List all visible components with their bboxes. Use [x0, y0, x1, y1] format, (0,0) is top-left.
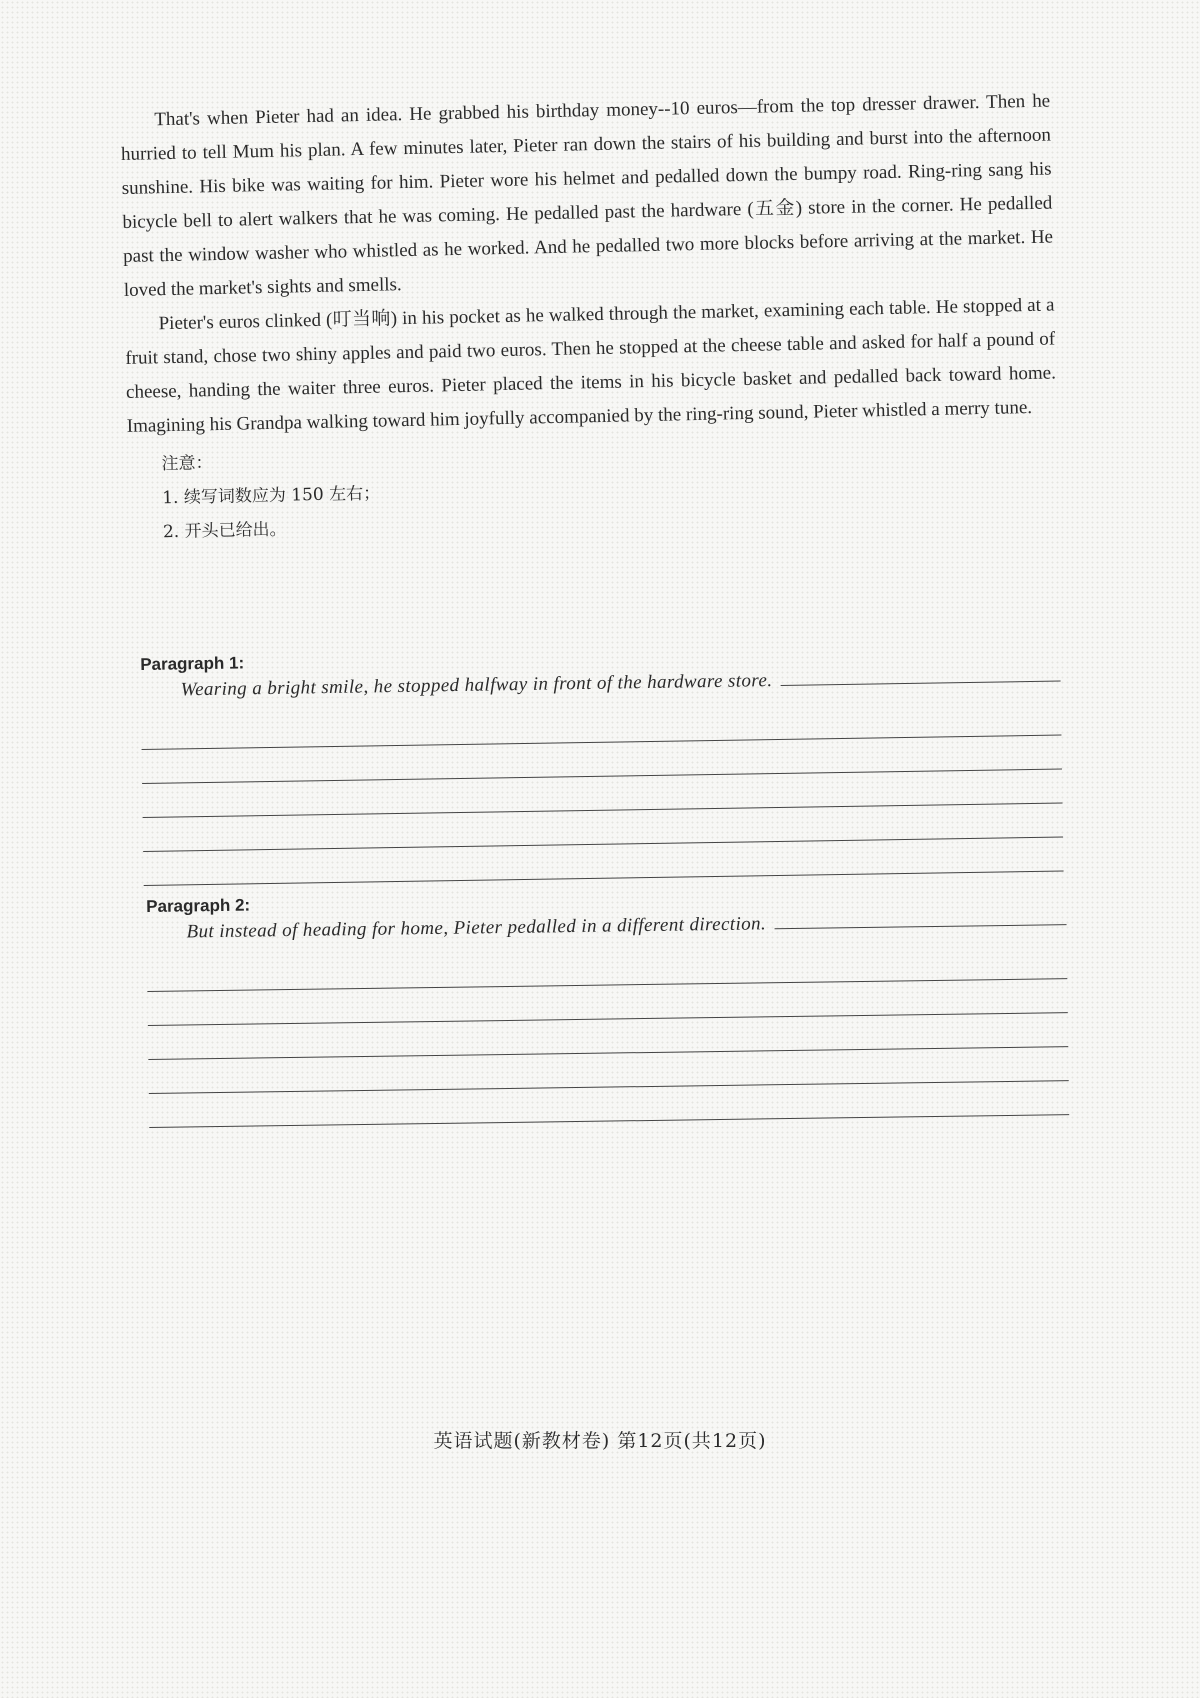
paragraph-1-first-blank[interactable] — [780, 667, 1060, 686]
story-paragraph-1: That's when Pieter had an idea. He grabbed his birthday money--10 euros—from the top dresser drawer. Then he hurried to tell Mum his plan. A few minutes later, Pieter ran down the stairs of his building and burst into the afternoon sunshine. His bike was waiting for him. Pieter wore his helmet and pedalled down the bumpy road. Ring-ring sang his bicycle bell to alert walkers that he was coming. He pedalled past the hardware (五金) store in the corner. He pedalled past the window washer who whistled as he worked. And he pedalled two more blocks before arriving at the market. He loved the market's sights and smells. — [120, 90, 1054, 301]
instruction-item-2: 2. 开头已给出。 — [162, 519, 287, 543]
paragraph-2-label: Paragraph 2: — [146, 895, 251, 916]
instructions-title: 注意： — [161, 453, 213, 475]
story-passage — [120, 85, 1059, 550]
paragraph-1-prompt: Wearing a bright smile, he stopped halfway in front of the hardware store. — [180, 670, 773, 701]
paragraph-2-prompt: But instead of heading for home, Pieter pedalled in a different direction. — [186, 913, 767, 943]
paragraph-2-section — [146, 879, 1069, 1128]
paragraph-1-section — [140, 636, 1064, 886]
paragraph-2-first-blank[interactable] — [774, 910, 1067, 929]
paragraph-1-label: Paragraph 1: — [140, 653, 245, 674]
instructions — [127, 428, 1059, 549]
page-footer: 英语试题(新教材卷) 第12页(共12页) — [433, 1430, 767, 1452]
story-paragraph-2: Pieter's euros clinked (叮当响) in his pocket as he walked through the market, examining each table. He stopped at a fruit stand, chose two shiny apples and paid two euros. Then he stopped at the cheese table and asked for half a pound of cheese, handing the waiter three euros. Pieter placed the items in his bicycle basket and pedalled back toward home. Imagining his Grandpa walking toward him joyfully accompanied by the ring-ring sound, Pieter whistled a merry tune. — [125, 294, 1057, 437]
instruction-item-1: 1. 续写词数应为 150 左右； — [162, 483, 381, 509]
